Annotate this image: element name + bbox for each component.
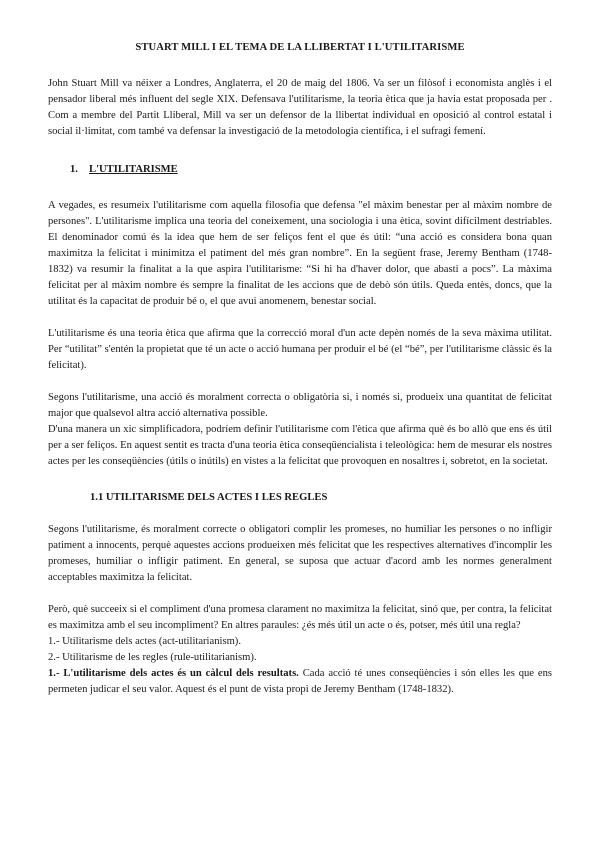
intro-paragraph: John Stuart Mill va néixer a Londres, Anglaterra, el 20 de maig del 1806. Va ser un filòsof i economista anglès i el pensador liberal més influent del segle XIX. Defensava l'utilitarisme, la teoria ètica que ja havia estat proposada per . Com a membre del Partit Lliberal, Mill va ser un defensor de la llibertat individual en oposició al control estatal i social il·limitat, com també va defensar la investigació de la metodologia científica, i el sufragi femení. — [48, 78, 552, 137]
section-1-paragraph-3: Segons l'utilitarisme, una acció és moralment correcta o obligatòria si, i només si, produeix una quantitat de felicitat major que qualsevol altra acció alternativa possible. — [48, 392, 552, 419]
section-1-paragraph-4: D'una manera un xic simplificadora, podríem definir l'utilitarisme com l'ètica que afirma què és bo allò que ens és útil per a ser feliços. En aquest sentit es tracta d'una teoria ètica conseqüencialista i teleològica: hem de mesurar els nostres actes per les conseqüències (útils o inútils) en vistes a la felicitat que provoquen en nosaltres i, sobretot, en la societat. — [48, 424, 552, 467]
final-paragraph-text: Cada acció té unes conseqüències i són elles les que ens permeten judicar el seu valor. Aquest és el punt de vista propi de Jeremy Bentham (1748-1832). — [48, 668, 552, 695]
section-1-1-final-paragraph — [48, 666, 552, 698]
section-1-1-heading: 1.1 UTILITARISME DELS ACTES I LES REGLES — [90, 492, 328, 503]
section-1-title: L'UTILITARISME — [89, 164, 178, 175]
list-item-act-utilitarianism: 1.- Utilitarisme dels actes (act-utilitarianism). — [48, 636, 241, 647]
section-1-1-paragraph-2: Però, què succeeix si el compliment d'una promesa clarament no maximitza la felicitat, sinó que, per contra, la felicitat es maximitza amb el seu incompliment? En altres paraules: ¿és més útil un acte o és, potser, més útil una regla? — [48, 604, 552, 631]
section-1-1-paragraph-1: Segons l'utilitarisme, és moralment correcte o obligatori complir les promeses, no humiliar les persones o no infligir patiment a innocents, perquè aquestes accions produeixen més felicitat que les respectives alternatives d'incomplir les promeses, humiliar o infligir patiment. En general, se suposa que actuar d'acord amb les normes generalment acceptables maximitza la felicitat. — [48, 524, 552, 583]
section-1-heading — [70, 162, 552, 178]
list-item-rule-utilitarianism: 2.- Utilitarisme de les regles (rule-utilitarianism). — [48, 652, 257, 663]
section-1-paragraph-1: A vegades, es resumeix l'utilitarisme com aquella filosofia que defensa "el màxim benestar per al màxim nombre de persones". L'utilitarisme implica una teoria del coneixement, una sociologia i una ètica, sovint difícilment destriables. El denominador comú és la idea que hem de ser feliços fent el que és útil: “una acció es considera bona quan maximitza la felicitat i minimitza el patiment del més gran nombre”. En la següent frase, Jeremy Bentham (1748-1832) va resumir la finalitat a la que aspira l'utilitarisme: “Si hi ha d'haver dolor, que abasti a pocs”. La màxima felicitat per al màxim nombre és sempre la finalitat de les accions que de debò són útils. Queda entès, doncs, que la utilitat és la capacitat de produir bé o, el que avui anomenem, benestar social. — [48, 200, 552, 307]
section-1-paragraph-2: L'utilitarisme és una teoria ètica que afirma que la correcció moral d'un acte depèn només de la seva màxima utilitat. Per “utilitat” s'entén la propietat que té un acte o acció humana per produir el bé (el “bé”, per l'utilitarisme clàssic és la felicitat). — [48, 328, 552, 371]
final-paragraph-lead: 1.- L'utilitarisme dels actes és un càlcul dels resultats. — [48, 668, 299, 679]
section-1-number: 1. — [70, 164, 78, 175]
document-title: STUART MILL I EL TEMA DE LA LLIBERTAT I L'UTILITARISME — [135, 42, 465, 53]
